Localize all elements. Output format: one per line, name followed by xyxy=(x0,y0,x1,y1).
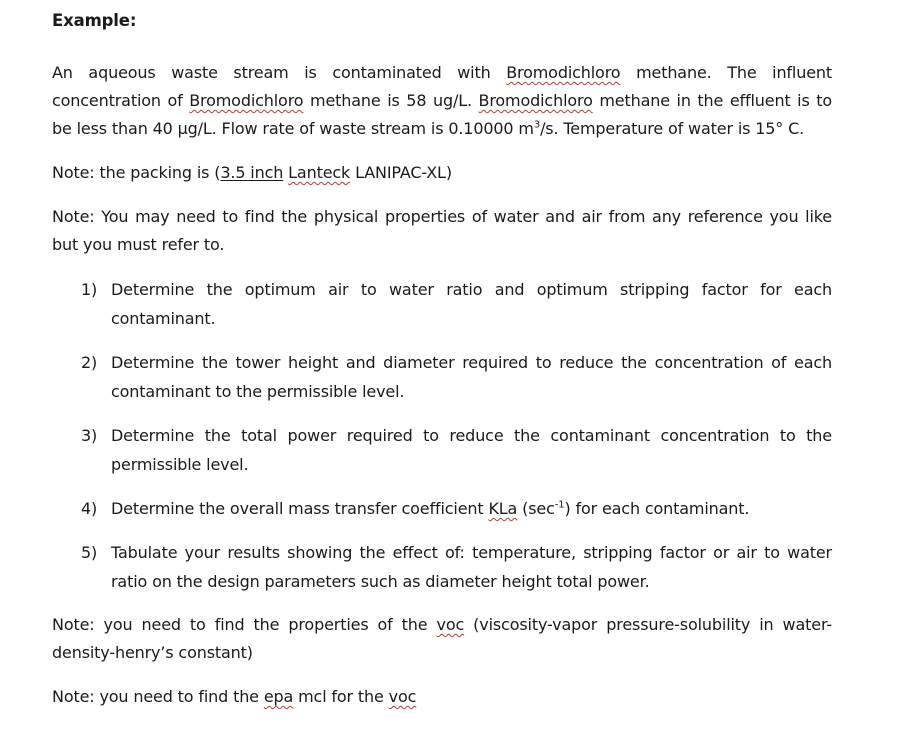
example-heading: Example: xyxy=(52,11,137,30)
kla-unit-exponent: -1 xyxy=(554,499,565,511)
task-number: 4) xyxy=(81,499,98,518)
voc-note-prefix: Note: you need to find the properties of the xyxy=(52,615,428,634)
kla-term: KLa xyxy=(488,499,518,518)
task-text-suffix: ) for each contaminant. xyxy=(564,499,750,518)
voc-term-2: voc xyxy=(388,687,417,706)
task-text-prefix: Determine the overall mass transfer coefficient xyxy=(111,499,484,518)
epa-term: epa xyxy=(263,687,294,706)
packing-size: 3.5 inch xyxy=(220,163,284,182)
intro-text-2: methane. The influent concentration of xyxy=(52,63,833,110)
task-text: Tabulate your results showing the effect of: temperature, stripping factor or air to water ratio on the design parameters such as diameter height total power. xyxy=(111,543,832,591)
task-number: 1) xyxy=(81,280,98,299)
mcl-note xyxy=(52,683,832,711)
document-page xyxy=(52,10,832,711)
task-item xyxy=(52,348,832,406)
kla-unit: (sec xyxy=(522,499,555,518)
packing-brand: Lanteck xyxy=(288,163,351,182)
voc-note-suffix: (viscosity-vapor pressure-solubility in water-density-henry’s constant) xyxy=(52,615,832,662)
task-number: 5) xyxy=(81,543,98,562)
intro-text-4: methane in the effluent is to be less than 40 µg/L. Flow rate of waste stream is 0.10000 m xyxy=(52,91,833,138)
task-item xyxy=(52,494,832,523)
task-item xyxy=(52,538,832,596)
mcl-note-mid: mcl for the xyxy=(298,687,384,706)
compound-name-2: Bromodichloro xyxy=(189,91,304,110)
packing-suffix: LANIPAC-XL) xyxy=(355,163,452,182)
compound-name-1: Bromodichloro xyxy=(506,63,621,82)
intro-text-5: /s. Temperature of water is 15° C. xyxy=(540,119,805,138)
task-item xyxy=(52,421,832,479)
mcl-note-prefix: Note: you need to find the xyxy=(52,687,259,706)
packing-prefix: Note: the packing is ( xyxy=(52,163,221,182)
voc-term: voc xyxy=(436,615,465,634)
compound-name-3: Bromodichloro xyxy=(478,91,593,110)
problem-statement xyxy=(52,59,832,143)
packing-note xyxy=(52,159,832,187)
flow-exponent: 3 xyxy=(533,119,541,131)
task-number: 2) xyxy=(81,353,98,372)
properties-note: Note: You may need to find the physical properties of water and air from any reference you like but you must refer to. xyxy=(52,207,832,254)
task-text: Determine the tower height and diameter required to reduce the concentration of each contaminant to the permissible level. xyxy=(111,353,832,401)
intro-text-3: methane is 58 ug/L. xyxy=(310,91,472,110)
task-item xyxy=(52,275,832,333)
voc-properties-note xyxy=(52,611,832,667)
task-list xyxy=(52,275,832,596)
task-number: 3) xyxy=(81,426,98,445)
task-text: Determine the total power required to reduce the contaminant concentration to the permissible level. xyxy=(111,426,832,474)
task-text: Determine the optimum air to water ratio and optimum stripping factor for each contaminant. xyxy=(111,280,832,328)
intro-text-1: An aqueous waste stream is contaminated with xyxy=(52,63,491,82)
